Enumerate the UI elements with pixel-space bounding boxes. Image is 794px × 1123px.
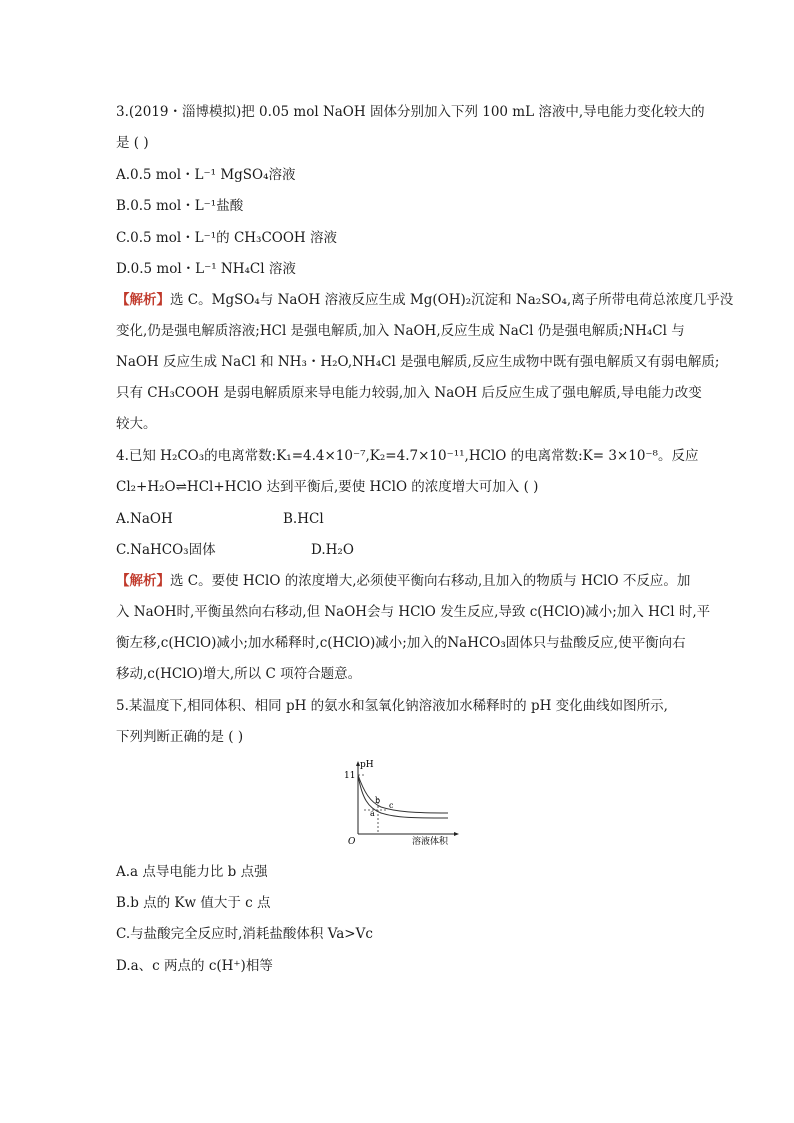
q4-stem-line-1: 4.已知 H₂CO₃的电离常数:K₁=4.4×10⁻⁷,K₂=4.7×10⁻¹¹,HClO 的电离常数:K= 3×10⁻⁸。反应	[116, 448, 699, 464]
q4-explanation-line-2: 入 NaOH时,平衡虽然向右移动,但 NaOH会与 HClO 发生反应,导致 c(HClO)减小;加入 HCl 时,平	[116, 604, 711, 620]
x-axis-arrow	[454, 832, 459, 836]
q3-option-b: B.0.5 mol・L⁻¹盐酸	[116, 198, 244, 214]
q5-option-a: A.a 点导电能力比 b 点强	[116, 864, 268, 880]
q3-explanation-line-2: 变化,仍是强电解质溶液;HCl 是强电解质,加入 NaOH,反应生成 NaCl 仍是强电解质;NH₄Cl 与	[116, 323, 685, 339]
q5-option-b: B.b 点的 Kw 值大于 c 点	[116, 895, 271, 911]
q3-explanation-text-1: 选 C。MgSO₄与 NaOH 溶液反应生成 Mg(OH)₂沉淀和 Na₂SO₄,离子所带电荷总浓度几乎没	[170, 292, 734, 308]
q3-stem-line-2: 是 ( )	[116, 135, 149, 151]
q3-option-c: C.0.5 mol・L⁻¹的 CH₃COOH 溶液	[116, 230, 337, 246]
q3-explanation-line-1	[116, 290, 733, 310]
q3-option-d: D.0.5 mol・L⁻¹ NH₄Cl 溶液	[116, 261, 296, 277]
q4-explanation-line-3: 衡左移,c(HClO)减小;加水稀释时,c(HClO)减小;加入的NaHCO₃固体只与盐酸反应,使平衡向右	[116, 635, 686, 651]
q4-option-d: D.H₂O	[311, 542, 354, 558]
q3-stem-line-1: 3.(2019・淄博模拟)把 0.05 mol NaOH 固体分别加入下列 100 mL 溶液中,导电能力变化较大的	[116, 104, 705, 120]
q4-explanation-line-1	[116, 571, 690, 591]
q4-stem-line-2: Cl₂+H₂O⇌HCl+HClO 达到平衡后,要使 HClO 的浓度增大可加入 ( )	[116, 479, 539, 495]
q4-option-b: B.HCl	[283, 511, 324, 527]
origin-label: O	[348, 837, 356, 847]
q4-explanation-text-1: 选 C。要使 HClO 的浓度增大,必须使平衡向右移动,且加入的物质与 HClO 不反应。加	[170, 573, 691, 589]
q5-option-c: C.与盐酸完全反应时,消耗盐酸体积 Va>Vc	[116, 926, 373, 942]
x-axis-label: 溶液体积	[412, 837, 449, 847]
y-axis-label: pH	[360, 760, 374, 770]
point-b-label: b	[375, 796, 381, 805]
point-a-label: a	[370, 809, 375, 818]
ph-dilution-graph	[336, 758, 460, 848]
q3-explanation-line-5: 较大。	[116, 416, 157, 432]
q4-explanation-tag: 【解析】	[116, 573, 170, 589]
q3-option-a: A.0.5 mol・L⁻¹ MgSO₄溶液	[116, 167, 296, 183]
q4-option-c: C.NaHCO₃固体	[116, 542, 216, 558]
q3-explanation-line-3: NaOH 反应生成 NaCl 和 NH₃・H₂O,NH₄Cl 是强电解质,反应生成物中既有强电解质又有弱电解质;	[116, 354, 720, 370]
y-tick-11: 11	[344, 771, 356, 781]
q3-explanation-line-4: 只有 CH₃COOH 是弱电解质原来导电能力较弱,加入 NaOH 后反应生成了强电解质,导电能力改变	[116, 385, 702, 401]
q5-stem-line-2: 下列判断正确的是 ( )	[116, 729, 244, 745]
point-c-label: c	[389, 801, 394, 810]
q4-option-a: A.NaOH	[116, 511, 173, 527]
q3-explanation-tag: 【解析】	[116, 292, 170, 308]
q5-stem-line-1: 5.某温度下,相同体积、相同 pH 的氨水和氢氧化钠溶液加水稀释时的 pH 变化曲线如图所示,	[116, 698, 668, 714]
q5-option-d: D.a、c 两点的 c(H⁺)相等	[116, 958, 273, 974]
q4-explanation-line-4: 移动,c(HClO)增大,所以 C 项符合题意。	[116, 666, 362, 682]
